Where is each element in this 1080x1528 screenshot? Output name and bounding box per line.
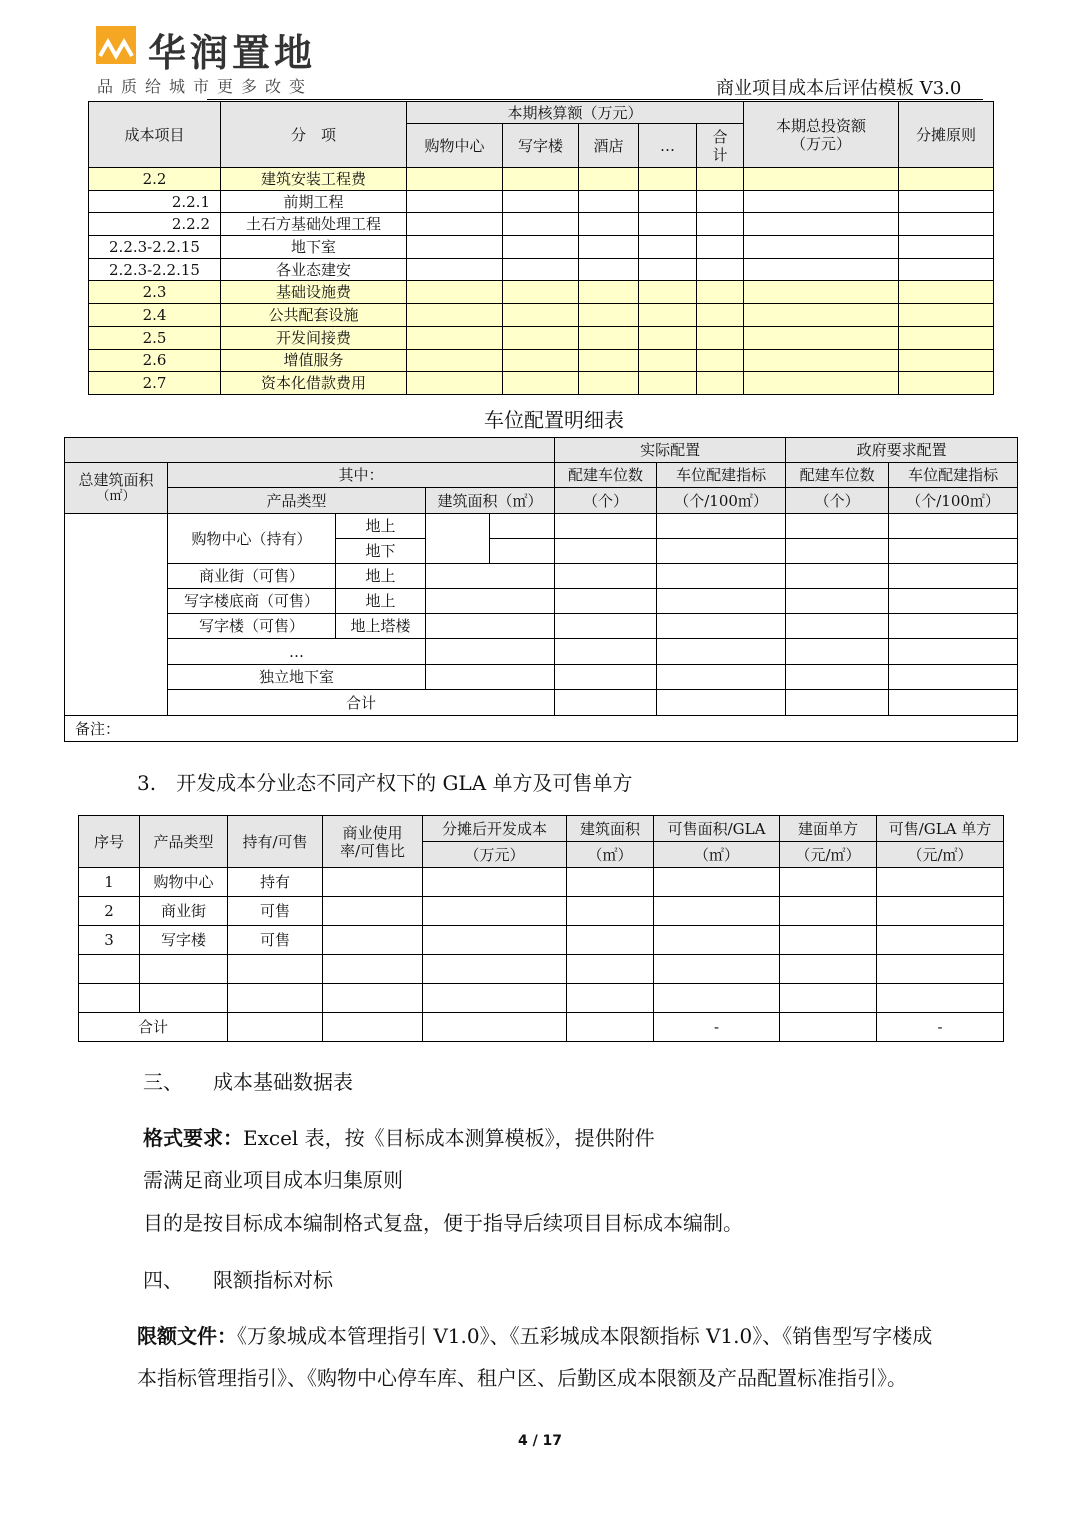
row-type: 购物中心 <box>140 868 228 897</box>
cost-code: 2.2 <box>89 168 221 191</box>
h-office: 写字楼 <box>503 124 579 168</box>
cost-name: 增值服务 <box>221 349 407 372</box>
cost-code: 2.7 <box>89 372 221 395</box>
h-actual: 实际配置 <box>555 438 786 463</box>
h-gla-unit: （㎡） <box>654 842 780 868</box>
h-total: 合计 <box>697 124 744 168</box>
h-invest: 本期总投资额 （万元） <box>744 102 899 168</box>
h-product: 产品类型 <box>168 488 426 514</box>
above-cell: 地上 <box>336 514 426 539</box>
h-index-actual: 车位配建指标 <box>657 463 786 488</box>
cost-name: 基础设施费 <box>221 281 407 304</box>
tower-cell: 地上塔楼 <box>336 614 426 639</box>
logo-mark-icon <box>96 26 136 64</box>
h-unit-index-a: （个/100㎡） <box>657 488 786 514</box>
street-above: 地上 <box>336 564 426 589</box>
note-cell: 备注： <box>65 716 1018 742</box>
h-ratio: 商业使用 率/可售比 <box>323 816 423 868</box>
cost-row <box>89 190 994 213</box>
h-index-gov: 车位配建指标 <box>889 463 1018 488</box>
section3-heading: 3. 开发成本分业态不同产权下的 GLA 单方及可售单方 <box>137 771 633 795</box>
cost-code: 2.2.3-2.2.15 <box>89 258 221 281</box>
h-hold: 持有/可售 <box>228 816 323 868</box>
glaunit-dash: - <box>877 1013 1004 1042</box>
row-no: 2 <box>79 897 140 926</box>
below-cell: 地下 <box>336 539 426 564</box>
logo-slogan: 品质给城市更多改变 <box>97 77 314 96</box>
cost-row <box>89 236 994 259</box>
h-type: 产品类型 <box>140 816 228 868</box>
cost-name: 公共配套设施 <box>221 304 407 327</box>
logo-name: 华润置地 <box>148 31 317 75</box>
h-alloc: 分摊原则 <box>899 102 994 168</box>
cost-code: 2.2.1 <box>89 190 221 213</box>
etc-cell: … <box>168 639 426 665</box>
cost-name: 前期工程 <box>221 190 407 213</box>
h-total-area: 总建筑面积 （㎡） <box>65 463 168 514</box>
h-bunit: 建面单方 <box>780 816 877 842</box>
document-title: 商业项目成本后评估模板 V3.0 <box>716 78 962 99</box>
mall-cell: 购物中心（持有） <box>168 514 336 564</box>
cost-name: 土石方基础处理工程 <box>221 213 407 236</box>
limit-docs-line2: 本指标管理指引》、《购物中心停车库、租户区、后勤区成本限额及产品配置标准指引》。 <box>137 1366 907 1390</box>
h-gla: 可售面积/GLA <box>654 816 780 842</box>
h-sub-item: 分 项 <box>221 102 407 168</box>
cost-row <box>89 372 994 395</box>
h-unit-index-g: （个/100㎡） <box>889 488 1018 514</box>
h-no: 序号 <box>79 816 140 868</box>
cost-name: 地下室 <box>221 236 407 259</box>
cost-code: 2.3 <box>89 281 221 304</box>
cost-table <box>88 101 994 395</box>
format-label: 格式要求： <box>143 1126 243 1150</box>
row-hold: 持有 <box>228 868 323 897</box>
cost-code: 2.5 <box>89 326 221 349</box>
cost-row <box>89 326 994 349</box>
h-period: 本期核算额（万元） <box>407 102 744 124</box>
cost-name: 开发间接费 <box>221 326 407 349</box>
cost-name: 建筑安装工程费 <box>221 168 407 191</box>
limit-docs-label: 限额文件： <box>137 1324 237 1348</box>
h-unit-count-g: （个） <box>786 488 889 514</box>
format-requirement <box>143 1122 655 1151</box>
header-rule <box>207 99 983 100</box>
parking-table-title: 车位配置明细表 <box>484 408 624 432</box>
office-shop-cell: 写字楼底商（可售） <box>168 589 336 614</box>
limit-docs-text: 《万象城成本管理指引 V1.0》、《五彩城成本限额指标 V1.0》、《销售型写字楼成 <box>237 1324 933 1348</box>
h-spaces-gov: 配建车位数 <box>786 463 889 488</box>
cost-row <box>89 304 994 327</box>
section-four-num: 四、 <box>143 1268 183 1292</box>
h-spaces-actual: 配建车位数 <box>555 463 657 488</box>
h-etc: … <box>639 124 697 168</box>
h-gov: 政府要求配置 <box>786 438 1018 463</box>
cost-name: 各业态建安 <box>221 258 407 281</box>
h-build-area: 建筑面积（㎡） <box>426 488 555 514</box>
h-glaunit-unit: （元/㎡） <box>877 842 1004 868</box>
cost-row <box>89 258 994 281</box>
basement-cell: 独立地下室 <box>168 665 426 690</box>
h-barea: 建筑面积 <box>567 816 654 842</box>
office-cell: 写字楼（可售） <box>168 614 336 639</box>
section-four-title: 限额指标对标 <box>213 1268 333 1292</box>
street-cell: 商业街（可售） <box>168 564 336 589</box>
cost-name: 资本化借款费用 <box>221 372 407 395</box>
cost-row <box>89 281 994 304</box>
cost-code: 2.2.3-2.2.15 <box>89 236 221 259</box>
cost-row <box>89 349 994 372</box>
h-mall: 购物中心 <box>407 124 503 168</box>
h-cost: 分摊后开发成本 <box>423 816 567 842</box>
h-glaunit: 可售/GLA 单方 <box>877 816 1004 842</box>
h-among: 其中： <box>168 463 555 488</box>
limit-docs-line1 <box>137 1320 932 1349</box>
row-no: 3 <box>79 926 140 955</box>
row-hold: 可售 <box>228 926 323 955</box>
row-type: 写字楼 <box>140 926 228 955</box>
row-type: 商业街 <box>140 897 228 926</box>
principle-line: 需满足商业项目成本归集原则 <box>143 1168 403 1192</box>
cost-code: 2.2.2 <box>89 213 221 236</box>
h-cost-item: 成本项目 <box>89 102 221 168</box>
total-area-cell <box>65 514 168 716</box>
parking-table <box>64 437 1018 742</box>
section-three-num: 三、 <box>143 1070 183 1094</box>
h-unit-count-a: （个） <box>555 488 657 514</box>
format-text: Excel 表，按《目标成本测算模板》，提供附件 <box>243 1126 655 1150</box>
h-barea-unit: （㎡） <box>567 842 654 868</box>
section-three-title: 成本基础数据表 <box>213 1070 353 1094</box>
row-hold: 可售 <box>228 897 323 926</box>
row-no: 1 <box>79 868 140 897</box>
h-bunit-unit: （元/㎡） <box>780 842 877 868</box>
h-hotel: 酒店 <box>579 124 639 168</box>
cost-code: 2.4 <box>89 304 221 327</box>
purpose-line: 目的是按目标成本编制格式复盘，便于指导后续项目目标成本编制。 <box>143 1211 743 1235</box>
cost-row <box>89 168 994 191</box>
gla-sum-cell: 合计 <box>79 1013 228 1042</box>
cost-row <box>89 213 994 236</box>
office-shop-above: 地上 <box>336 589 426 614</box>
gla-dash: - <box>654 1013 780 1042</box>
gla-table <box>78 815 1004 1042</box>
cost-code: 2.6 <box>89 349 221 372</box>
parking-sum-cell: 合计 <box>168 690 555 716</box>
page-number: 4 / 17 <box>517 1433 563 1449</box>
company-logo <box>96 26 136 64</box>
h-cost-unit: （万元） <box>423 842 567 868</box>
